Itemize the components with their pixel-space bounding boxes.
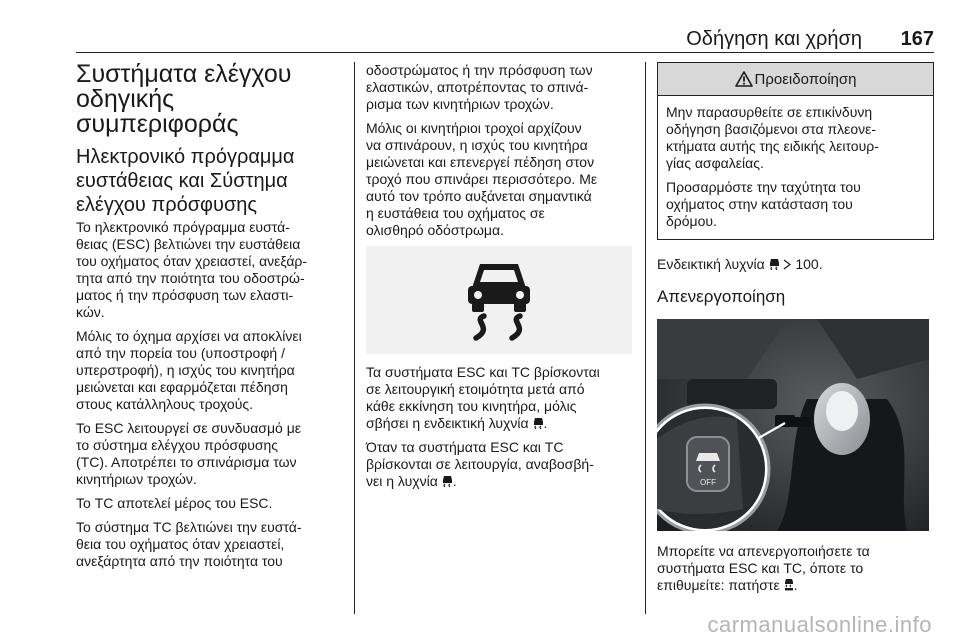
paragraph-tc-intro: Το σύστημα TC βελτιώνει την ευστά- θεια του οχήματος όταν χρειαστεί, ανεξάρτητα από την ποιότητα του	[76, 519, 302, 569]
column-divider-1	[354, 62, 355, 614]
paragraph-esc-tc: Το ESC λειτουργεί σε συνδυασμό με το σύστημα ελέγχου πρόσφυσης (TC). Αποτρέπει το σπινάρισμα των κινητήριων τροχών.	[76, 420, 301, 487]
warning-body	[658, 96, 933, 239]
warning-header	[658, 63, 933, 96]
esc-indicator-icon	[769, 258, 780, 270]
esc-symbol-figure	[366, 246, 632, 354]
column-3	[657, 62, 934, 601]
column-2	[366, 62, 634, 497]
running-title: Οδήγηση και χρήση	[686, 28, 862, 50]
paragraph-wheel-spin: Μόλις οι κινητήριοι τροχοί αρχίζουν να σπινάρουν, η ισχύς του κινητήρα μειώνεται και επενεργεί πέδηση στον τροχό που σπινάρει περισσότερο. Με αυτό τον τρόπο αυξάνεται σημαντικά η ευστάθεια του οχήματος σε ολισθηρό οδόστρωμα.	[366, 120, 598, 238]
indicator-reference: Ενδεικτική λυχνία 100.	[657, 256, 823, 272]
page-header	[76, 26, 934, 54]
paragraph-flashing: Όταν τα συστήματα ESC και TC βρίσκονται σε λειτουργία, αναβοσβή- νει η λυχνία .	[366, 439, 594, 489]
off-label: OFF	[700, 478, 716, 487]
warning-title: Προειδοποίηση	[754, 70, 857, 88]
warning-paragraph-1: Μην παρασυρθείτε σε επικίνδυνη οδήγηση βασιζόμενοι στα πλεονε- κτήματα αυτής της ειδικής λειτουρ- γίας ασφαλείας.	[666, 104, 879, 171]
console-illustration	[657, 319, 929, 531]
skidding-car-icon	[464, 258, 534, 342]
paragraph-readiness: Τα συστήματα ESC και TC βρίσκονται σε λειτουργική ετοιμότητα μετά από κάθε εκκίνηση του κινητήρα, μόλις σβήσει η ενδεικτική λυχνία .	[366, 364, 600, 431]
paragraph-tc-continued: οδοστρώματος ή την πρόσφυση των ελαστικών, αποτρέποντας το σπινά- ρισμα των κινητήριων τροχών.	[366, 62, 593, 112]
esc-indicator-icon	[533, 417, 544, 429]
paragraph-deactivate: Μπορείτε να απενεργοποιήσετε τα συστήματα ESC και TC, όποτε το επιθυμείτε: πατήστε .	[657, 543, 870, 593]
esc-off-button-icon	[784, 578, 794, 591]
deactivation-heading: Απενεργοποίηση	[657, 287, 786, 306]
esc-indicator-icon	[442, 475, 453, 487]
column-divider-2	[645, 62, 646, 614]
warning-triangle-icon	[735, 71, 753, 87]
watermark: carmanualsonline.info	[707, 612, 932, 637]
center-console-photo	[657, 319, 929, 531]
column-1	[76, 62, 346, 577]
subsection-heading: Ηλεκτρονικό πρόγραμμα ευστάθειας και Σύστημα ελέγχου πρόσφυσης	[76, 146, 295, 216]
page-reference-arrow-icon	[783, 259, 791, 270]
warning-paragraph-2: Προσαρμόστε την ταχύτητα του οχήματος στην κατάσταση του δρόμου.	[666, 179, 861, 229]
paragraph-tc-part: Το TC αποτελεί μέρος του ESC.	[76, 495, 273, 511]
section-heading: Συστήματα ελέγχου οδηγικής συμπεριφοράς	[76, 60, 292, 138]
paragraph-esc-deviation: Μόλις το όχημα αρχίσει να αποκλίνει από την πορεία του (υποστροφή / υπερστροφή), η ισχύς του κινητήρα μειώνεται και εφαρμόζεται πέδηση στους κατάλληλους τροχούς.	[76, 328, 302, 412]
warning-box	[657, 62, 934, 240]
page-number: 167	[900, 28, 934, 50]
header-rule	[76, 52, 934, 53]
paragraph-esc-intro: Το ηλεκτρονικό πρόγραμμα ευστά- θειας (ESC) βελτιώνει την ευστάθεια του οχήματος όταν χρειαστεί, ανεξάρ- τητα από την ποιότητα του οδοστρώ- ματος ή την πρόσφυση των ελαστι- κών.	[76, 219, 308, 320]
